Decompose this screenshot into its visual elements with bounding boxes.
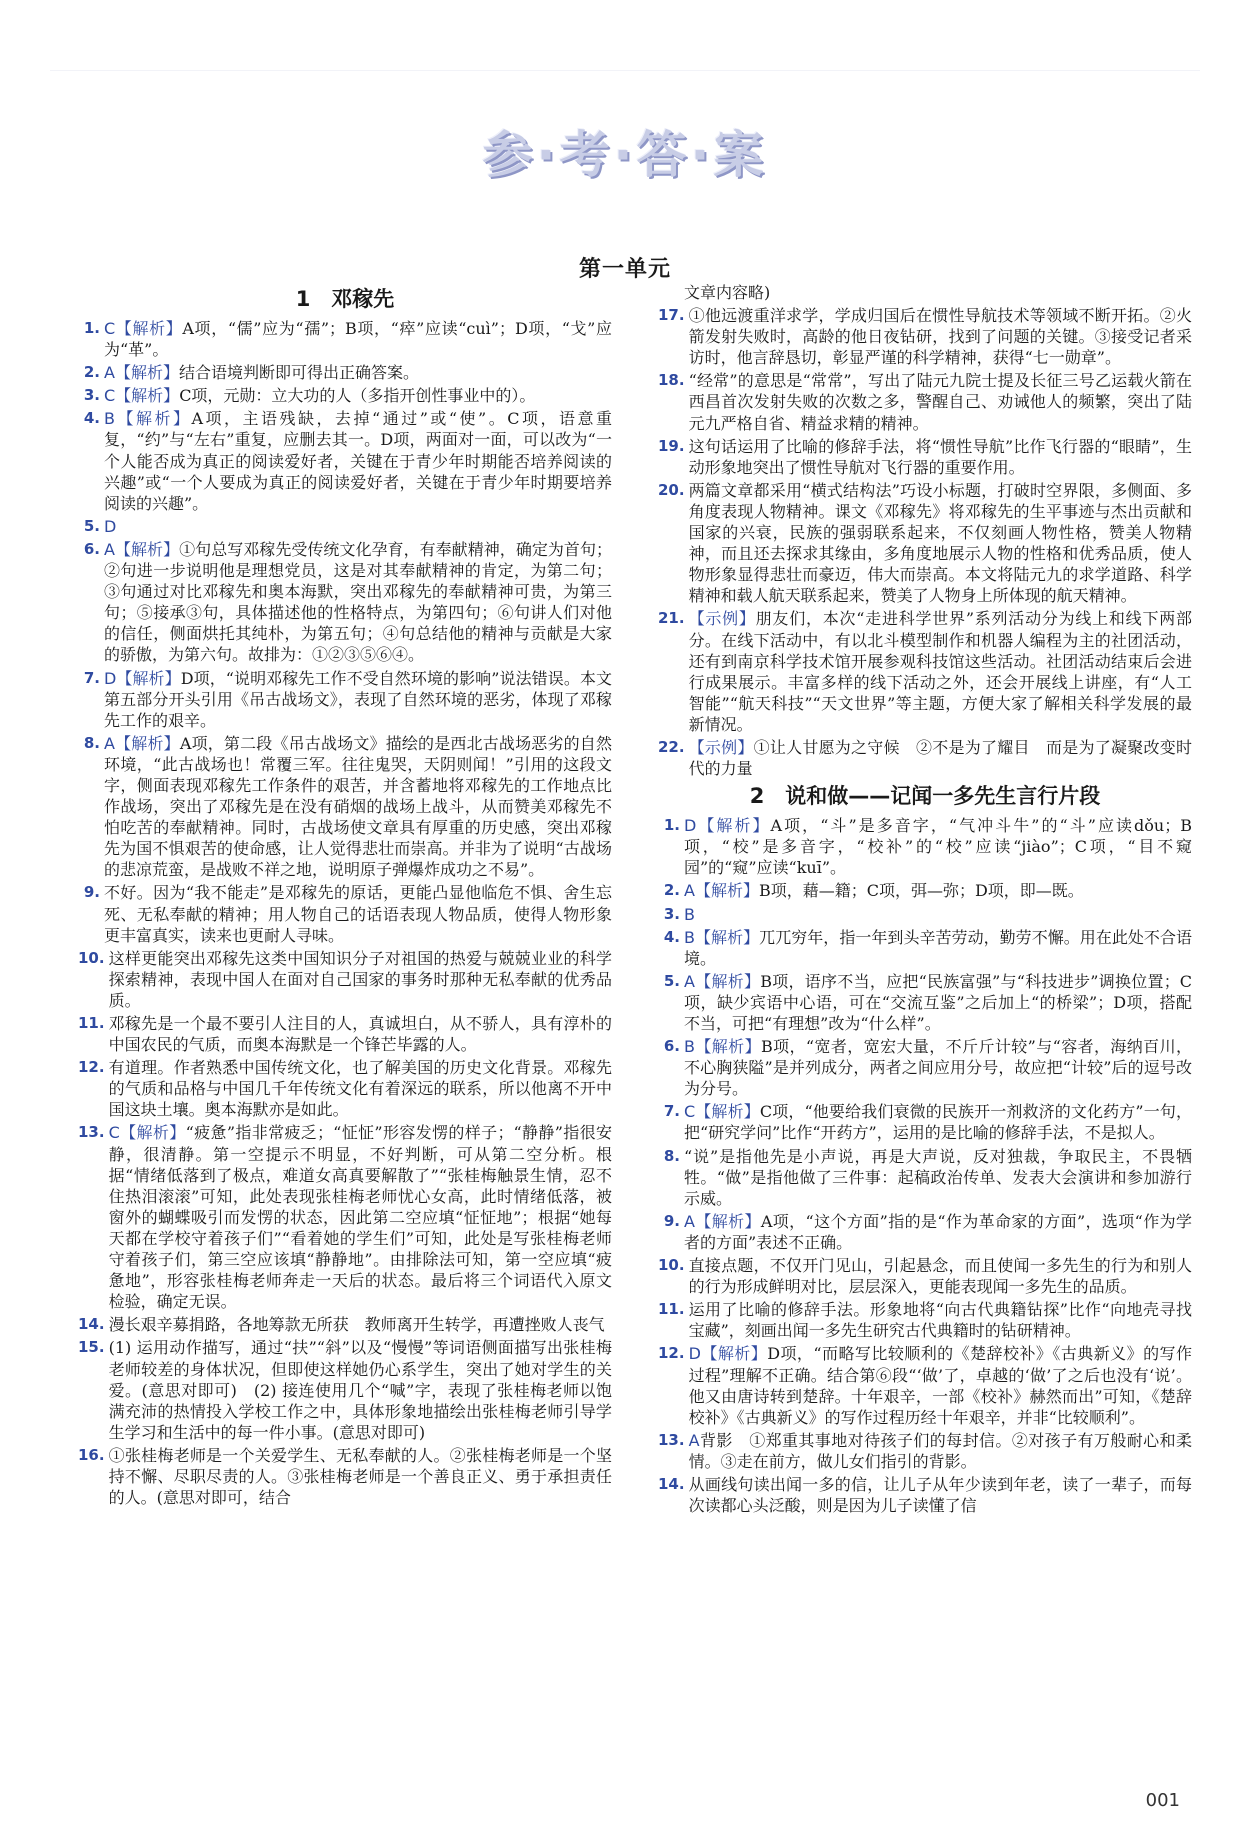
answer-number: 2. bbox=[663, 881, 680, 900]
answer-item bbox=[78, 1445, 612, 1508]
lesson-title-1: 1 邓稼先 bbox=[295, 287, 395, 311]
answer-text: D项，“说明邓稼先工作不受自然环境的影响”说法错误。本文第五部分开头引用《吊古战场文》，表现了自然环境的恶劣，体现了邓稼先工作的艰辛。 bbox=[104, 668, 612, 730]
answer-choice: C bbox=[684, 1102, 696, 1122]
answer-number: 11. bbox=[78, 1014, 105, 1032]
answer-item bbox=[78, 1013, 612, 1055]
carry-over-text: 文章内容略) bbox=[684, 283, 771, 302]
answer-body bbox=[684, 927, 1192, 969]
answer-item bbox=[78, 385, 612, 406]
answer-body bbox=[109, 1013, 612, 1055]
answer-choice: D bbox=[688, 1344, 701, 1364]
answer-body bbox=[104, 408, 612, 513]
answer-body bbox=[689, 1474, 1192, 1516]
answer-number: 6. bbox=[83, 539, 100, 558]
answer-body bbox=[104, 733, 612, 881]
answer-choice: A bbox=[684, 881, 695, 901]
header-rule bbox=[50, 70, 1200, 71]
answer-item bbox=[78, 1337, 612, 1442]
answer-body bbox=[689, 305, 1192, 368]
answer-text: (1) 运用动作描写，通过“扶”“斜”以及“慢慢”等词语侧面描写出张桂梅老师较差的身体状况，但即使这样她仍心系学生，突出了她对学生的关爱。(意思对即可) (2) 接连使用几个“喊”字，表现了张桂梅老师以饱满充沛的热情投入学校工作之中，具体形象地描绘出张桂梅老师引导学生学习和生活中的每一件小事。(意思对即可) bbox=[108, 1338, 612, 1442]
answer-number: 13. bbox=[78, 1123, 105, 1142]
answer-item bbox=[78, 539, 612, 666]
answer-text: A项，主语残缺，去掉“通过”或“使”。C项，语意重复，“约”与“左右”重复，应删去其一。D项，两面对一面，可以改为“一个人能否成为真正的阅读爱好者，关键在于青少年时期能否培养阅读的兴趣”或“一个人要成为真正的阅读爱好者，关键在于青少年时期要培养阅读的兴趣”。 bbox=[104, 409, 612, 513]
answer-number: 4. bbox=[663, 927, 680, 946]
answer-text: 这句话运用了比喻的修辞手法，将“惯性导航”比作飞行器的“眼睛”，生动形象地突出了惯性导航对飞行器的重要作用。 bbox=[688, 436, 1192, 477]
answer-number: 19. bbox=[658, 436, 685, 455]
answer-item bbox=[658, 480, 1192, 607]
answer-item bbox=[658, 1146, 1192, 1209]
answer-text: 两篇文章都采用“横式结构法”巧设小标题，打破时空界限，多侧面、多角度表现人物精神。课文《邓稼先》将邓稼先的生平事迹与杰出贡献和国家的兴衰，民族的强弱联系起来，不仅刻画人物性格，赞美人物精神，而且还去探求其缘由，多角度地展示人物的性格和优秀品质，使人物形象显得悲壮而豪迈，伟大而崇高。本文将陆元九的求学道路、科学精神和载人航天联系起来，赞美了人物身上所体现的航天精神。 bbox=[688, 480, 1192, 606]
answer-item bbox=[78, 1122, 612, 1312]
answer-choice: A bbox=[104, 539, 115, 559]
answer-number: 6. bbox=[663, 1037, 680, 1056]
answer-number: 2. bbox=[83, 363, 100, 382]
answer-body bbox=[104, 668, 612, 731]
answer-text: C项，“他要给我们衰微的民族开一剂救济的文化药方”一句，把“研究学问”比作“开药方”，运用的是比喻的修辞手法，不是拟人。 bbox=[684, 1102, 1192, 1143]
answer-number: 14. bbox=[78, 1315, 105, 1334]
answer-item bbox=[658, 880, 1192, 901]
answer-text: 兀兀穷年，指一年到头辛苦劳动，勤劳不懈。用在此处不合语境。 bbox=[684, 927, 1192, 968]
answer-item bbox=[78, 668, 612, 731]
answer-number: 12. bbox=[658, 1344, 685, 1363]
answer-item bbox=[78, 318, 612, 360]
answer-item bbox=[658, 1101, 1192, 1143]
answer-text: A项，“儒”应为“孺”；B项，“瘁”应读“cuì”；D项，“戈”应为“革”。 bbox=[104, 319, 612, 360]
answer-body bbox=[689, 436, 1192, 478]
answer-item bbox=[658, 1299, 1192, 1341]
answer-body bbox=[689, 737, 1192, 779]
answer-number: 11. bbox=[658, 1300, 685, 1319]
answer-text: 直接点题，不仅开门见山，引起悬念，而且使闻一多先生的行为和别人的行为形成鲜明对比，层层深入，更能表现闻一多先生的品质。 bbox=[688, 1256, 1192, 1297]
answer-item bbox=[658, 1343, 1192, 1427]
answer-text: ①张桂梅老师是一个关爱学生、无私奉献的人。②张桂梅老师是一个坚持不懈、尽职尽责的人。③张桂梅老师是一个善良正义、勇于承担责任的人。(意思对即可，结合 bbox=[108, 1445, 612, 1508]
answer-number: 17. bbox=[658, 306, 685, 325]
analysis-tag: 【解析】 bbox=[119, 1123, 186, 1143]
answer-choice: A bbox=[688, 1430, 700, 1450]
answer-text: 运用了比喻的修辞手法。形象地将“向古代典籍钻探”比作“向地壳寻找宝藏”，刻画出闻一多先生研究古代典籍时的钻研精神。 bbox=[688, 1300, 1192, 1341]
answer-item bbox=[658, 1474, 1192, 1516]
answer-item bbox=[658, 971, 1192, 1034]
analysis-tag: 【解析】 bbox=[694, 927, 760, 947]
answer-item bbox=[78, 362, 612, 383]
answer-body bbox=[109, 948, 612, 1011]
answer-item bbox=[658, 436, 1192, 478]
answer-choice: D bbox=[104, 668, 117, 688]
answer-body bbox=[109, 1337, 612, 1442]
answer-text: 背影 ①郑重其事地对待孩子们的每封信。②对孩子有万般耐心和柔情。③走在前方，做儿女们指引的背影。 bbox=[688, 1430, 1192, 1471]
answer-number: 10. bbox=[658, 1256, 685, 1275]
answer-item bbox=[658, 1255, 1192, 1297]
answer-number: 9. bbox=[663, 1211, 680, 1230]
answer-item bbox=[78, 408, 612, 513]
answer-choice: B bbox=[104, 409, 115, 429]
answer-choice: D bbox=[684, 816, 697, 836]
answer-item bbox=[78, 733, 612, 881]
answer-choice: A bbox=[684, 1211, 695, 1231]
answer-list-lesson-1 bbox=[78, 318, 612, 1508]
answer-choice: B bbox=[684, 1037, 695, 1057]
answer-number: 22. bbox=[658, 737, 685, 756]
answer-body bbox=[689, 1299, 1192, 1341]
answer-item bbox=[658, 1036, 1192, 1099]
answer-item bbox=[658, 737, 1192, 779]
answer-item bbox=[78, 1314, 612, 1335]
answer-text: 朋友们，本次“走进科学世界”系列活动分为线上和线下两部分。在线下活动中，有以北斗模型制作和机器人编程为主的社团活动，还有到南京科学技术馆开展参观科技馆这些活动。社团活动结束后会进行成果展示。丰富多样的线下活动之外，还会开展线上讲座，有“人工智能”“航天科技”“天文世界”等主题，方便大家了解相关科学发展的最新情况。 bbox=[688, 609, 1192, 734]
answer-body bbox=[104, 539, 612, 666]
right-column bbox=[658, 282, 1192, 1518]
answer-item bbox=[658, 904, 1192, 925]
answer-item bbox=[658, 1211, 1192, 1253]
answer-text: D项，“而略写比较顺利的《楚辞校补》《古典新义》的写作过程”理解不正确。结合第⑥段“‘做’了，卓越的‘做’了之后也没有‘说’。他又由唐诗转到楚辞。十年艰辛，一部《校补》赫然而出”可知，《楚辞校补》《古典新义》的写作过程历经十年艰辛，并非“比较顺利”。 bbox=[688, 1344, 1192, 1427]
answer-text: A项，“这个方面”指的是“作为革命家的方面”，选项“作为学者的方面”表述不正确。 bbox=[684, 1211, 1192, 1252]
analysis-tag: 【解析】 bbox=[114, 409, 192, 429]
answer-text: A项，“斗”是多音字，“气冲斗牛”的“斗”应读dǒu；B项，“校”是多音字，“校补”的“校”应读“jiào”；C项，“目不窥园”的“窥”应读“kuī”。 bbox=[684, 816, 1192, 878]
analysis-tag: 【解析】 bbox=[694, 881, 759, 901]
answer-number: 1. bbox=[663, 816, 680, 835]
answer-body bbox=[104, 318, 612, 360]
answer-choice: B bbox=[684, 927, 695, 947]
answer-text: B项，语序不当，应把“民族富强”与“科技进步”调换位置；C项，缺少宾语中心语，可在“交流互鉴”之后加上“的桥梁”；D项，搭配不当，可把“有理想”改为“什么样”。 bbox=[684, 971, 1192, 1033]
answer-number: 5. bbox=[663, 971, 680, 990]
answer-number: 13. bbox=[658, 1430, 685, 1449]
answer-choice: A bbox=[104, 733, 115, 753]
answer-body bbox=[109, 1122, 612, 1312]
analysis-tag: 【解析】 bbox=[114, 539, 180, 559]
answer-text: 结合语境判断即可得出正确答案。 bbox=[178, 363, 419, 383]
answer-number: 7. bbox=[663, 1102, 680, 1121]
page-number: 001 bbox=[1145, 1790, 1180, 1811]
answer-text: 漫长艰辛募捐路，各地筹款无所获 教师离开生转学，再遭挫败人丧气 bbox=[108, 1315, 605, 1335]
analysis-tag: 【解析】 bbox=[696, 816, 771, 836]
analysis-tag: 【解析】 bbox=[115, 319, 183, 338]
answer-body bbox=[684, 1101, 1192, 1143]
answer-number: 8. bbox=[83, 733, 100, 752]
answer-choice: B bbox=[684, 904, 695, 924]
answer-text: B项，藉—籍；C项，弭—弥；D项，即—既。 bbox=[758, 881, 1084, 901]
answer-number: 4. bbox=[83, 409, 100, 428]
answer-body bbox=[684, 1211, 1192, 1253]
answer-text: 不好。因为“我不能走”是邓稼先的原话，更能凸显他临危不惧、舍生忘死、无私奉献的精神；用人物自己的话语表现人物品质，使得人物形象更丰富真实，读来也更耐人寻味。 bbox=[104, 883, 612, 945]
answer-list-lesson-2 bbox=[658, 815, 1192, 1516]
answer-body bbox=[684, 1036, 1192, 1099]
analysis-tag: 【解析】 bbox=[114, 363, 179, 383]
answer-choice: A bbox=[104, 363, 115, 383]
analysis-tag: 【解析】 bbox=[694, 1037, 761, 1057]
answer-item bbox=[658, 1430, 1192, 1472]
answer-choice: C bbox=[104, 319, 116, 338]
answer-number: 10. bbox=[78, 948, 105, 967]
answer-body bbox=[689, 608, 1192, 735]
answer-number: 5. bbox=[83, 516, 100, 535]
answer-number: 14. bbox=[658, 1474, 685, 1493]
analysis-tag: 【解析】 bbox=[694, 1211, 761, 1231]
answer-text: ①让人甘愿为之守候 ②不是为了耀目 而是为了凝聚改变时代的力量 bbox=[688, 737, 1192, 779]
answer-choice: C bbox=[108, 1123, 120, 1143]
answer-body bbox=[684, 971, 1192, 1034]
answer-item bbox=[658, 608, 1192, 735]
analysis-tag: 【解析】 bbox=[700, 1344, 768, 1364]
answer-number: 9. bbox=[83, 883, 100, 902]
answer-choice: A bbox=[684, 971, 695, 991]
answer-number: 18. bbox=[658, 371, 685, 390]
answer-choice: C bbox=[104, 386, 116, 406]
analysis-tag: 【示例】 bbox=[688, 609, 756, 629]
analysis-tag: 【解析】 bbox=[115, 386, 180, 406]
answer-text: “说”是指他先是小声说，再是大声说，反对独裁，争取民主，不畏牺牲。“做”是指他做了三件事：起稿政治传单、发表大会演讲和参加游行示威。 bbox=[684, 1146, 1192, 1208]
answer-number: 3. bbox=[663, 904, 680, 923]
answer-text: ①句总写邓稼先受传统文化孕育，有奉献精神，确定为首句；②句进一步说明他是理想党员，这是对其奉献精神的肯定，为第二句；③句通过对比邓稼先和奥本海默，突出邓稼先的奉献精神可贵，为第三句；⑤接承③句，具体描述他的性格特点，为第四句；⑥句讲人们对他的信任，侧面烘托其纯朴，为第五句；④句总结他的精神与贡献是大家的骄傲，为第六句。故排为：①②③⑤⑥④。 bbox=[104, 539, 612, 665]
answer-number: 1. bbox=[83, 319, 100, 337]
answer-number: 12. bbox=[78, 1058, 105, 1077]
analysis-tag: 【示例】 bbox=[688, 737, 754, 757]
answer-choice: D bbox=[104, 516, 117, 536]
lesson-title-2: 2 说和做——记闻一多先生言行片段 bbox=[749, 784, 1101, 809]
answer-text: “疲惫”指非常疲乏；“怔怔”形容发愣的样子；“静静”指很安静，很清静。第一空提示不明显，不好判断，可从第二空分析。根据“情绪低落到了极点，难道女高真要解散了”“张桂梅触景生情，忍不住热泪滚滚”可知，此处表现张桂梅老师忧心女高，此时情绪低落，被窗外的蝴蝶吸引而发愣的状态，因此第二空应填“怔怔地”；根据“她每天都在学校守着孩子们”“看着她的学生们”可知，此处是写张桂梅老师守着孩子们，第三空应该填“静静地”。由排除法可知，第一空应填“疲惫地”，形容张桂梅老师奔走一天后的状态。最后将三个词语代入原文检验，确定无误。 bbox=[108, 1123, 612, 1312]
answer-number: 3. bbox=[83, 386, 100, 405]
analysis-tag: 【解析】 bbox=[114, 733, 180, 753]
answer-body bbox=[689, 1255, 1192, 1297]
answer-body bbox=[689, 1343, 1192, 1427]
answer-text: ①他远渡重洋求学，学成归国后在惯性导航技术等领域不断开拓。②火箭发射失败时，高龄的他日夜钻研，找到了问题的关键。③接受记者采访时，他言辞恳切，彰显严谨的科学精神，获得“七一勋章”。 bbox=[688, 306, 1192, 368]
answer-list-lesson-1-cont bbox=[658, 305, 1192, 779]
answer-number: 21. bbox=[658, 609, 685, 628]
answer-item bbox=[78, 1057, 612, 1120]
answer-text: 从画线句读出闻一多的信，让儿子从年少读到年老，读了一辈子，而每次读都心头泛酸，则是因为儿子读懂了信 bbox=[688, 1474, 1192, 1516]
answer-item bbox=[78, 516, 612, 537]
analysis-tag: 【解析】 bbox=[695, 1102, 760, 1122]
answer-item bbox=[78, 882, 612, 945]
answer-body bbox=[109, 1445, 612, 1508]
answer-body bbox=[689, 480, 1192, 607]
answer-body bbox=[109, 1314, 612, 1335]
answer-item bbox=[78, 948, 612, 1011]
answer-item bbox=[658, 815, 1192, 878]
answer-body bbox=[104, 362, 612, 383]
analysis-tag: 【解析】 bbox=[694, 971, 761, 991]
analysis-tag: 【解析】 bbox=[116, 668, 181, 688]
answer-body bbox=[104, 882, 612, 945]
answer-text: C项，元勋：立大功的人（多指开创性事业中的）。 bbox=[179, 386, 536, 406]
answer-body bbox=[104, 516, 612, 537]
answer-text: 有道理。作者熟悉中国传统文化，也了解美国的历史文化背景。邓稼先的气质和品格与中国几千年传统文化有着深远的联系，所以他离不开中国这块土壤。奥本海默亦是如此。 bbox=[108, 1058, 612, 1120]
answer-body bbox=[684, 880, 1192, 901]
answer-text: 邓稼先是一个最不要引人注目的人，真诚坦白，从不骄人，具有淳朴的中国农民的气质，而奥本海默是一个锋芒毕露的人。 bbox=[108, 1014, 612, 1055]
answer-number: 15. bbox=[78, 1338, 105, 1357]
answer-item bbox=[658, 370, 1192, 433]
answer-body bbox=[684, 1146, 1192, 1209]
answer-text: “经常”的意思是“常常”，写出了陆元九院士提及长征三号乙运载火箭在西昌首次发射失败的次数之多，警醒自己、劝诫他人的频繁，突出了陆元九严格自省、精益求精的精神。 bbox=[688, 371, 1192, 433]
answer-body bbox=[684, 904, 1192, 925]
answer-text: A项，第二段《吊古战场文》描绘的是西北古战场恶劣的自然环境，“此古战场也！常覆三军。往往鬼哭，天阴则闻！”引用的这段文字，侧面表现邓稼先工作条件的艰苦，并含蓄地将邓稼先的工作地点比作战场，突出了邓稼先是在没有硝烟的战场上战斗，从而赞美邓稼先不怕吃苦的奉献精神。同时，古战场使文章具有厚重的历史感，突出邓稼先为国不惧艰苦的使命感，让人觉得悲壮而崇高。并非为了说明“古战场的悲凉荒蛮，是战败不祥之地，说明原子弹爆炸成功之不易”。 bbox=[104, 733, 612, 880]
answer-body bbox=[689, 370, 1192, 433]
answer-item bbox=[658, 927, 1192, 969]
answer-number: 16. bbox=[78, 1445, 105, 1464]
answer-text: B项，“宽者，宽宏大量，不斤斤计较”与“容者，海纳百川，不心胸狭隘”是并列成分，两者之间应用分号，故应把“计较”后的逗号改为分号。 bbox=[684, 1037, 1192, 1099]
answer-text: 这样更能突出邓稼先这类中国知识分子对祖国的热爱与兢兢业业的科学探索精神，表现中国人在面对自己国家的事务时那种无私奉献的优秀品质。 bbox=[108, 948, 612, 1010]
answer-item bbox=[658, 305, 1192, 368]
answer-number: 20. bbox=[658, 480, 685, 499]
answer-body bbox=[689, 1430, 1192, 1472]
page-title: 参·考·答·案 bbox=[482, 126, 768, 184]
left-column bbox=[78, 282, 612, 1510]
answer-number: 8. bbox=[663, 1146, 680, 1165]
answer-body bbox=[109, 1057, 612, 1120]
answer-body bbox=[104, 385, 612, 406]
answer-number: 7. bbox=[83, 668, 100, 687]
answer-body bbox=[684, 815, 1192, 878]
unit-title: 第一单元 bbox=[578, 257, 671, 282]
